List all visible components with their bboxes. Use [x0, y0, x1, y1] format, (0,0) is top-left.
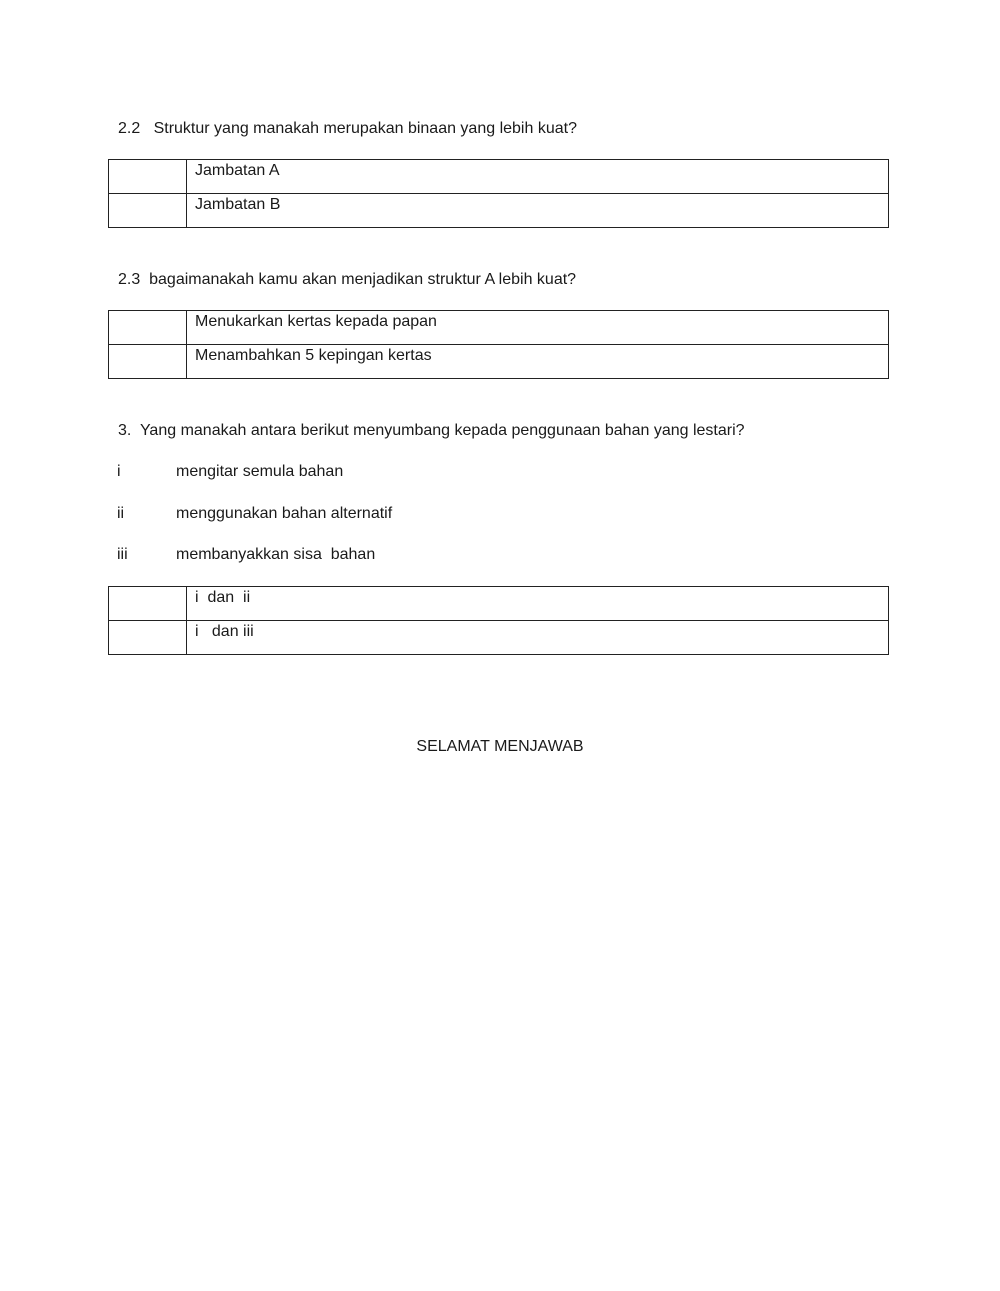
- option-row: [109, 194, 889, 228]
- statement-numeral: i: [117, 463, 121, 480]
- option-row: [109, 345, 889, 379]
- answer-box[interactable]: [109, 194, 187, 228]
- options-table-3: [108, 586, 889, 655]
- statement-text: mengitar semula bahan: [176, 463, 344, 480]
- options-table-2-2: [108, 159, 889, 228]
- answer-box[interactable]: [109, 587, 187, 621]
- question-2-2: 2.2 Struktur yang manakah merupakan binaan yang lebih kuat?: [118, 120, 577, 137]
- options-table-2-3: [108, 310, 889, 379]
- option-label: Jambatan A: [187, 160, 889, 194]
- option-label: Menambahkan 5 kepingan kertas: [187, 345, 889, 379]
- answer-box[interactable]: [109, 345, 187, 379]
- statement-text: membanyakkan sisa bahan: [176, 546, 376, 563]
- question-3: 3. Yang manakah antara berikut menyumbang kepada penggunaan bahan yang lestari?: [118, 422, 745, 439]
- option-row: [109, 587, 889, 621]
- statement-numeral: iii: [117, 546, 128, 563]
- question-2-3: 2.3 bagaimanakah kamu akan menjadikan struktur A lebih kuat?: [118, 271, 577, 288]
- answer-box[interactable]: [109, 160, 187, 194]
- closing-message: SELAMAT MENJAWAB: [416, 738, 584, 755]
- option-label: Jambatan B: [187, 194, 889, 228]
- option-row: [109, 311, 889, 345]
- option-label: Menukarkan kertas kepada papan: [187, 311, 889, 345]
- statement-numeral: ii: [117, 505, 125, 522]
- option-label: i dan iii: [187, 621, 889, 655]
- option-row: [109, 621, 889, 655]
- answer-box[interactable]: [109, 621, 187, 655]
- option-label: i dan ii: [187, 587, 889, 621]
- statement-text: menggunakan bahan alternatif: [176, 505, 393, 522]
- answer-box[interactable]: [109, 311, 187, 345]
- option-row: [109, 160, 889, 194]
